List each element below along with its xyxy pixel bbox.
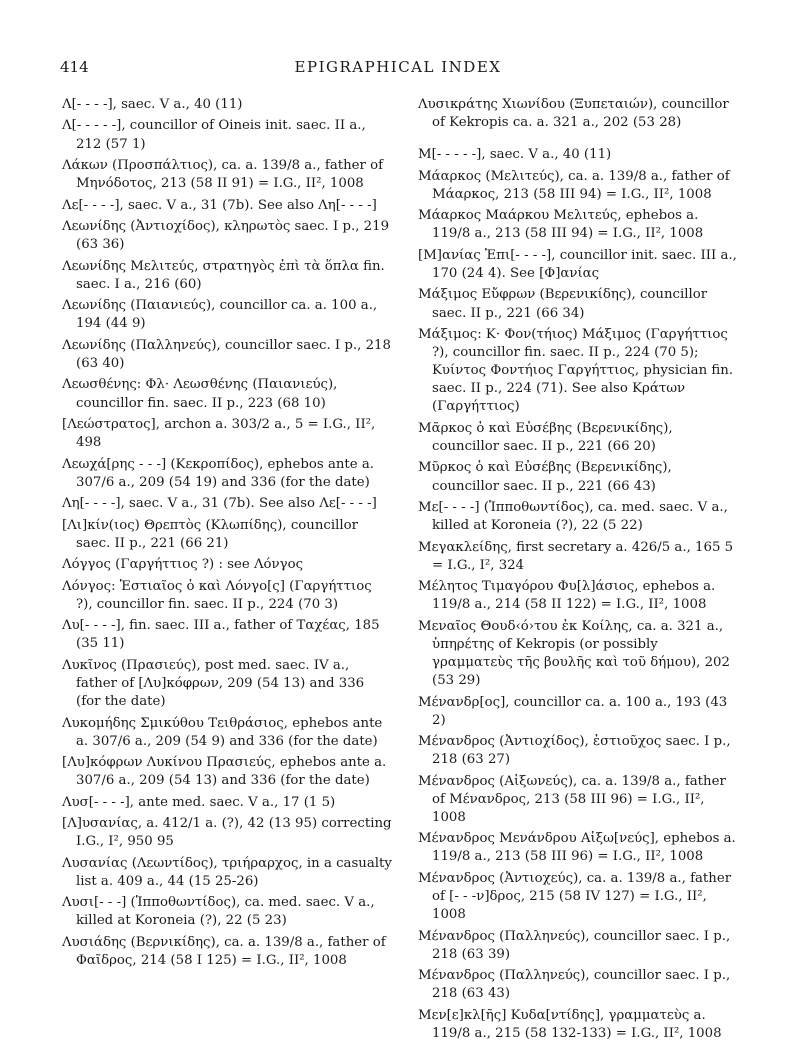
index-entry: Λόνγος: Ἑστιαῖος ὁ καὶ Λόνγο[ς] (Γαργήττιος ?), councillor fin. saec. II p., 224 (70 3) (62, 578, 372, 612)
index-entry: Μένανδρος (Ἀντιοχίδος), ἑστιοῦχος saec. I p., 218 (63 27) (418, 734, 731, 768)
index-entry: Λ[- - - - -], councillor of Oineis init. saec. II a., 212 (57 1) (62, 118, 366, 152)
index-entry: Μένανδρος (Παλληνεύς), councillor saec. I p., 218 (63 43) (418, 968, 731, 1002)
running-title: EPIGRAPHICAL INDEX (294, 58, 502, 76)
index-entry: Λυκῖνος (Πρασιεύς), post med. saec. IV a., father of [Λυ]κόφρων, 209 (54 13) and 336 (for the date) (62, 657, 365, 710)
index-entry: Λυσανίας (Λεωντίδος), τριήραρχος, in a casualty list a. 409 a., 44 (15 25-26) (62, 855, 392, 889)
index-entry: Λεωσθένης: Φλ· Λεωσθένης (Παιανιεύς), councillor fin. saec. II p., 223 (68 10) (62, 377, 338, 411)
index-entry: Λεωνίδης (Παιανιεύς), councillor ca. a. 100 a., 194 (44 9) (62, 298, 378, 332)
index-entry: Λ[- - - -], saec. V a., 40 (11) (62, 97, 243, 112)
index-entry: [Λυ]κόφρων Λυκίνου Πρασιεύς, ephebos ante a. 307/6 a., 209 (54 13) and 336 (for the date) (62, 755, 387, 789)
index-entry: Μένανδρος (Ἀντιοχεύς), ca. a. 139/8 a., father of [- - -ν]δρος, 215 (58 IV 127) = I.G., II², 1008 (418, 870, 732, 923)
index-entry: M[- - - - -], saec. V a., 40 (11) (418, 147, 612, 163)
index-entry: Λυσ[- - - -], ante med. saec. V a., 17 (1 5) (62, 794, 336, 810)
index-entry: Μένανδρ[ος], councillor ca. a. 100 a., 193 (43 2) (418, 694, 728, 728)
left-column (62, 96, 392, 974)
index-entry: Λυσιάδης (Βερνικίδης), ca. a. 139/8 a., father of Φαῖδρος, 214 (58 I 125) = I.G., II², 1008 (62, 934, 386, 969)
index-entry: Μεναῖος Θουδ‹ό›του ἐκ Κοίλης, ca. a. 321 a., ὑπηρέτης of Kekropis (or possibly γραμματεὺς τῆς βουλῆς καὶ τοῦ δήμου), 202 (53 29) (418, 618, 730, 689)
index-entry: Λάκων (Προσπάλτιος), ca. a. 139/8 a., father of Μηνόδοτος, 213 (58 II 91) = I.G., II², 1008 (62, 158, 384, 192)
page-header (60, 58, 736, 82)
index-entry: Μάξιμος: Κ· Φον(τήιος) Μάξιμος (Γαργήττιος ?), councillor fin. saec. II p., 224 (70 5); Κυίντος Φοντήιος Γαργήττιος, physician fin. saec. II p., 224 (71). See also Κράτων (Γαργήττιος) (418, 326, 734, 415)
index-entry: Μάαρκος Μαάρκου Μελιτεύς, ephebos a. 119/8 a., 213 (58 III 94) = I.G., II², 1008 (418, 208, 704, 242)
index-entry: Λη[- - - -], saec. V a., 31 (7b). See also Λε[- - - -] (62, 496, 377, 512)
index-entry: [Λι]κίν(ιος) Θρεπτὸς (Κλωπίδης), councillor saec. II p., 221 (66 21) (62, 517, 358, 551)
index-entry: Μεγακλείδης, first secretary a. 426/5 a., 165 5 = I.G., I², 324 (418, 539, 734, 573)
index-entry: Λεωχά[ρης - - -] (Κεκροπίδος), ephebos ante a. 307/6 a., 209 (54 19) and 336 (for the date) (62, 456, 375, 490)
index-entry: [Λ]υσανίας, a. 412/1 a. (?), 42 (13 95) correcting I.G., I², 950 95 (62, 816, 392, 850)
index-entry: Μάαρκος (Μελιτεύς), ca. a. 139/8 a., father of Μάαρκος, 213 (58 III 94) = I.G., II², 1008 (418, 168, 730, 202)
page-number: 414 (60, 58, 89, 76)
index-entry: Λεωνίδης (Παλληνεύς), councillor saec. I p., 218 (63 40) (62, 337, 391, 371)
index-entry: Λεωνίδης (Ἀντιοχίδος), κληρωτὸς saec. I p., 219 (63 36) (62, 219, 390, 253)
index-entry: Λυ[- - - -], fin. saec. III a., father of Ταχέας, 185 (35 11) (62, 618, 380, 652)
index-entry: [Μ]ανίας Ἐπι[- - - -], councillor init. saec. III a., 170 (24 4). See [Φ]ανίας (418, 247, 737, 281)
index-entry: Μένανδρος Μενάνδρου Αἰξω[νεύς], ephebos a. 119/8 a., 213 (58 III 96) = I.G., II², 1008 (418, 831, 736, 865)
index-entry: Λυσι[- - -] (Ἱπποθωντίδος), ca. med. saec. V a., killed at Koroneia (?), 22 (5 23) (62, 895, 375, 929)
index-entry: Μένανδρος (Αἰξωνεύς), ca. a. 139/8 a., father of Μένανδρος, 213 (58 III 96) = I.G., II², 1008 (418, 773, 726, 825)
index-entry: Λε[- - - -], saec. V a., 31 (7b). See also Λη[- - - -] (62, 197, 377, 213)
index-entry: Λυκομήδης Σμικύθου Τειθράσιος, ephebos ante a. 307/6 a., 209 (54 9) and 336 (for the date) (62, 715, 383, 749)
index-entry: [Λεώστρατος], archon a. 303/2 a., 5 = I.G., II², 498 (62, 417, 376, 451)
index-entry: Μένανδρος (Παλληνεύς), councillor saec. I p., 218 (63 39) (418, 928, 731, 962)
index-entry: Μάξιμος Εὔφρων (Βερενικίδης), councillor saec. II p., 221 (66 34) (418, 287, 708, 321)
index-entry: Λεωνίδης Μελιτεύς, στρατηγὸς ἐπὶ τὰ ὅπλα fin. saec. I a., 216 (60) (62, 258, 385, 292)
index-entry: Μεν[ε]κλ[ῆς] Κυδα[ντίδης], γραμματεὺς a. 119/8 a., 215 (58 132-133) = I.G., II², 1008 (418, 1007, 722, 1041)
right-column (418, 96, 738, 1046)
index-entry: Μᾶρκος ὁ καὶ Εὐσέβης (Βερενικίδης), councillor saec. II p., 221 (66 20) (418, 420, 673, 454)
index-entry: Με[- - - -] (Ἱπποθωντίδος), ca. med. saec. V a., killed at Koroneia (?), 22 (5 22) (418, 500, 728, 534)
index-entry: Λόγγος (Γαργήττιος ?) : see Λόνγος (62, 557, 304, 573)
index-entry: Μῦρκος ὁ καὶ Εὐσέβης (Βερενικίδης), councillor saec. II p., 221 (66 43) (418, 460, 672, 494)
index-entry: Μέλητος Τιμαγόρου Φυ[λ]άσιος, ephebos a. 119/8 a., 214 (58 II 122) = I.G., II², 1008 (418, 579, 716, 613)
index-entry: Λυσικράτης Χιωνίδου (Ξυπεταιών), councillor of Kekropis ca. a. 321 a., 202 (53 28) (418, 97, 729, 131)
